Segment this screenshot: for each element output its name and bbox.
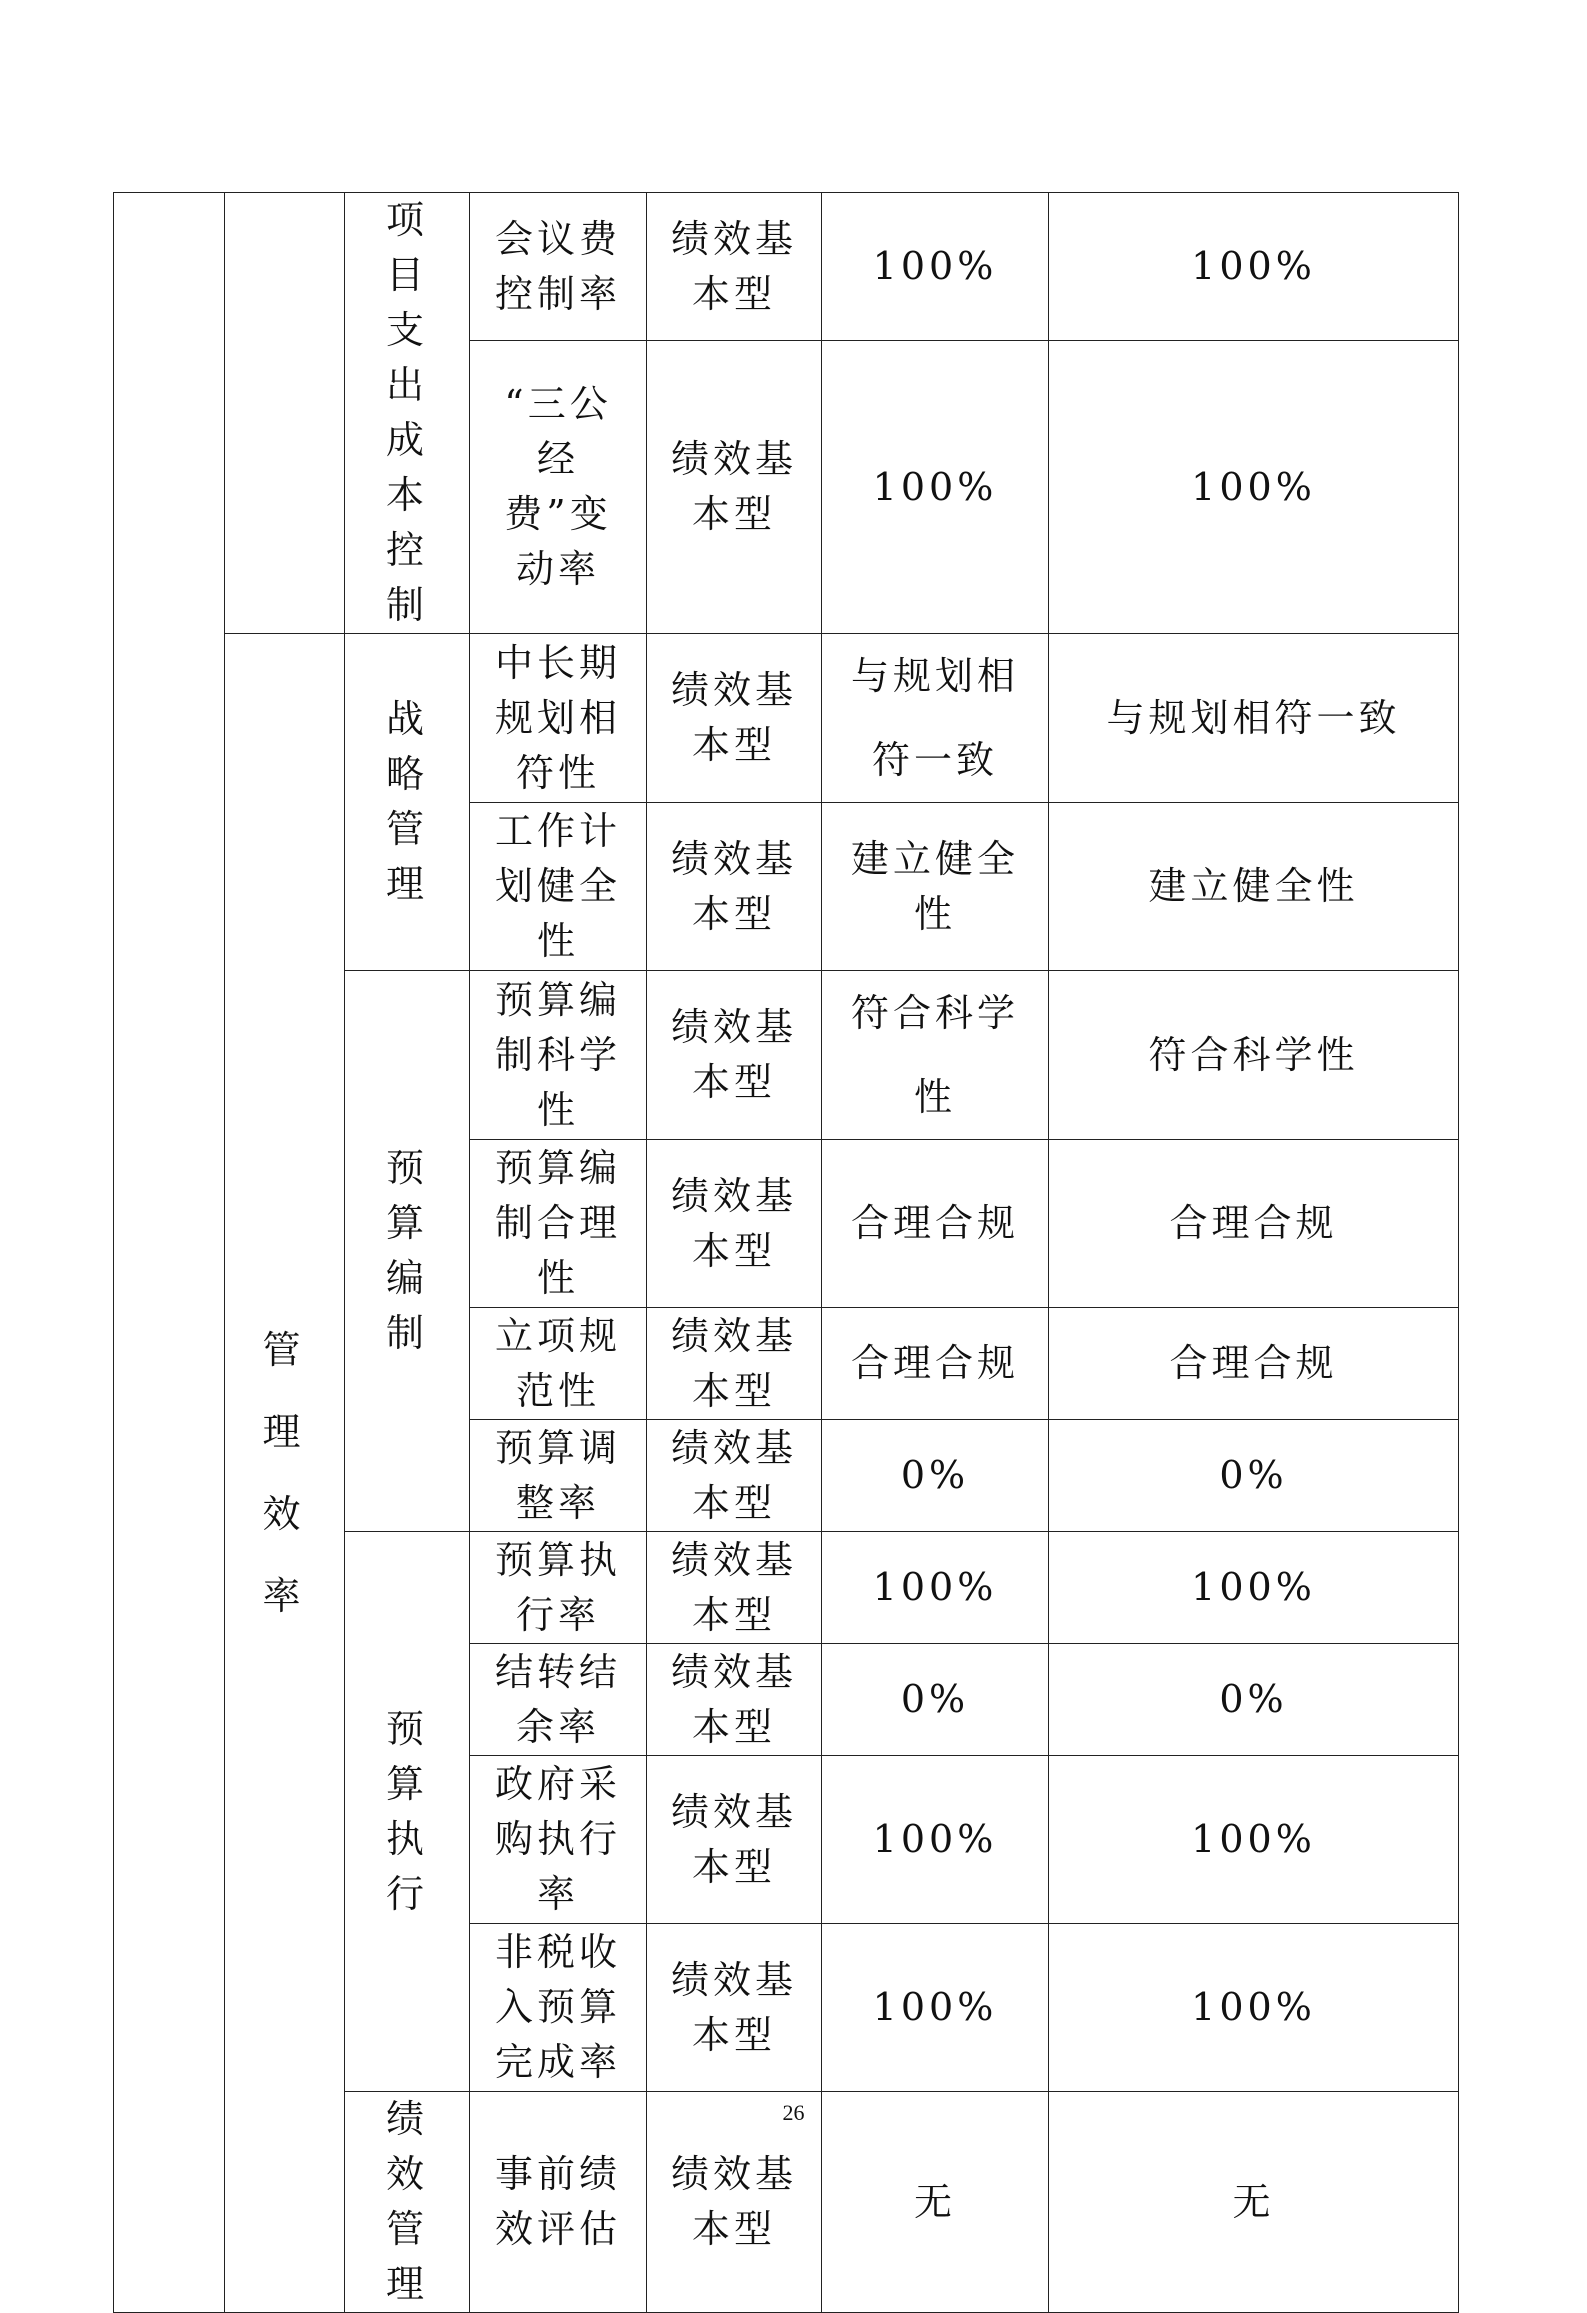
actual-cell: 合理合规: [1049, 1308, 1459, 1420]
type-cell: 绩效基本型: [647, 1140, 822, 1308]
actual-cell: 100%: [1049, 1924, 1459, 2092]
page-number: 26: [782, 2100, 805, 2125]
indicator-cell: 事前绩效评估: [470, 2092, 647, 2313]
type-cell: 绩效基本型: [647, 971, 822, 1140]
target-cell: 符合科学性: [822, 971, 1049, 1140]
indicator-cell: 中长期规划相符性: [470, 634, 647, 803]
type-cell: 绩效基本型: [647, 1924, 822, 2092]
type-cell: 绩效基本型: [647, 1420, 822, 1532]
target-cell: 与规划相符一致: [822, 634, 1049, 803]
target-cell: 0%: [822, 1420, 1049, 1532]
target-cell: 100%: [822, 341, 1049, 634]
level3-cell: 预算执行: [345, 1532, 470, 2092]
actual-cell: 100%: [1049, 1756, 1459, 1924]
actual-cell: 建立健全性: [1049, 803, 1459, 971]
indicator-cell: 结转结余率: [470, 1644, 647, 1756]
indicator-cell: 非税收入预算完成率: [470, 1924, 647, 2092]
actual-cell: 合理合规: [1049, 1140, 1459, 1308]
indicator-cell: 工作计划健全性: [470, 803, 647, 971]
actual-cell: 0%: [1049, 1644, 1459, 1756]
level3-cell: 绩效管理: [345, 2092, 470, 2313]
type-cell: 绩效基本型: [647, 2092, 822, 2313]
level3-cell: 项目支出成本控制: [345, 193, 470, 634]
indicator-cell: 预算调整率: [470, 1420, 647, 1532]
type-cell: 绩效基本型: [647, 1532, 822, 1644]
actual-cell: 100%: [1049, 193, 1459, 341]
target-cell: 100%: [822, 1924, 1049, 2092]
indicator-table: [113, 192, 1459, 2313]
type-cell: 绩效基本型: [647, 634, 822, 803]
level2-cell-blank: [225, 193, 345, 634]
level1-cell: [114, 193, 225, 2313]
indicator-cell: 预算执行率: [470, 1532, 647, 1644]
table-row: [114, 634, 1459, 803]
actual-cell: 无: [1049, 2092, 1459, 2313]
type-cell: 绩效基本型: [647, 1644, 822, 1756]
type-cell: 绩效基本型: [647, 341, 822, 634]
target-cell: 0%: [822, 1644, 1049, 1756]
indicator-cell: 政府采购执行率: [470, 1756, 647, 1924]
actual-cell: 100%: [1049, 1532, 1459, 1644]
target-cell: 建立健全性: [822, 803, 1049, 971]
actual-cell: 与规划相符一致: [1049, 634, 1459, 803]
target-cell: 合理合规: [822, 1140, 1049, 1308]
indicator-cell: 预算编制合理性: [470, 1140, 647, 1308]
indicator-cell: 立项规范性: [470, 1308, 647, 1420]
actual-cell: 100%: [1049, 341, 1459, 634]
type-cell: 绩效基本型: [647, 1756, 822, 1924]
indicator-cell: 会议费控制率: [470, 193, 647, 341]
indicator-cell: 预算编制科学性: [470, 971, 647, 1140]
level3-cell: 战略管理: [345, 634, 470, 971]
target-cell: 100%: [822, 1532, 1049, 1644]
target-cell: 100%: [822, 193, 1049, 341]
type-cell: 绩效基本型: [647, 803, 822, 971]
indicator-cell: “三公经费”变动率: [470, 341, 647, 634]
target-cell: 100%: [822, 1756, 1049, 1924]
type-cell: 绩效基本型: [647, 193, 822, 341]
type-cell: 绩效基本型: [647, 1308, 822, 1420]
level3-cell: 预算编制: [345, 971, 470, 1532]
level2-cell: 管理效率: [225, 634, 345, 2313]
table-row: [114, 193, 1459, 341]
target-cell: 合理合规: [822, 1308, 1049, 1420]
actual-cell: 符合科学性: [1049, 971, 1459, 1140]
actual-cell: 0%: [1049, 1420, 1459, 1532]
target-cell: 无: [822, 2092, 1049, 2313]
